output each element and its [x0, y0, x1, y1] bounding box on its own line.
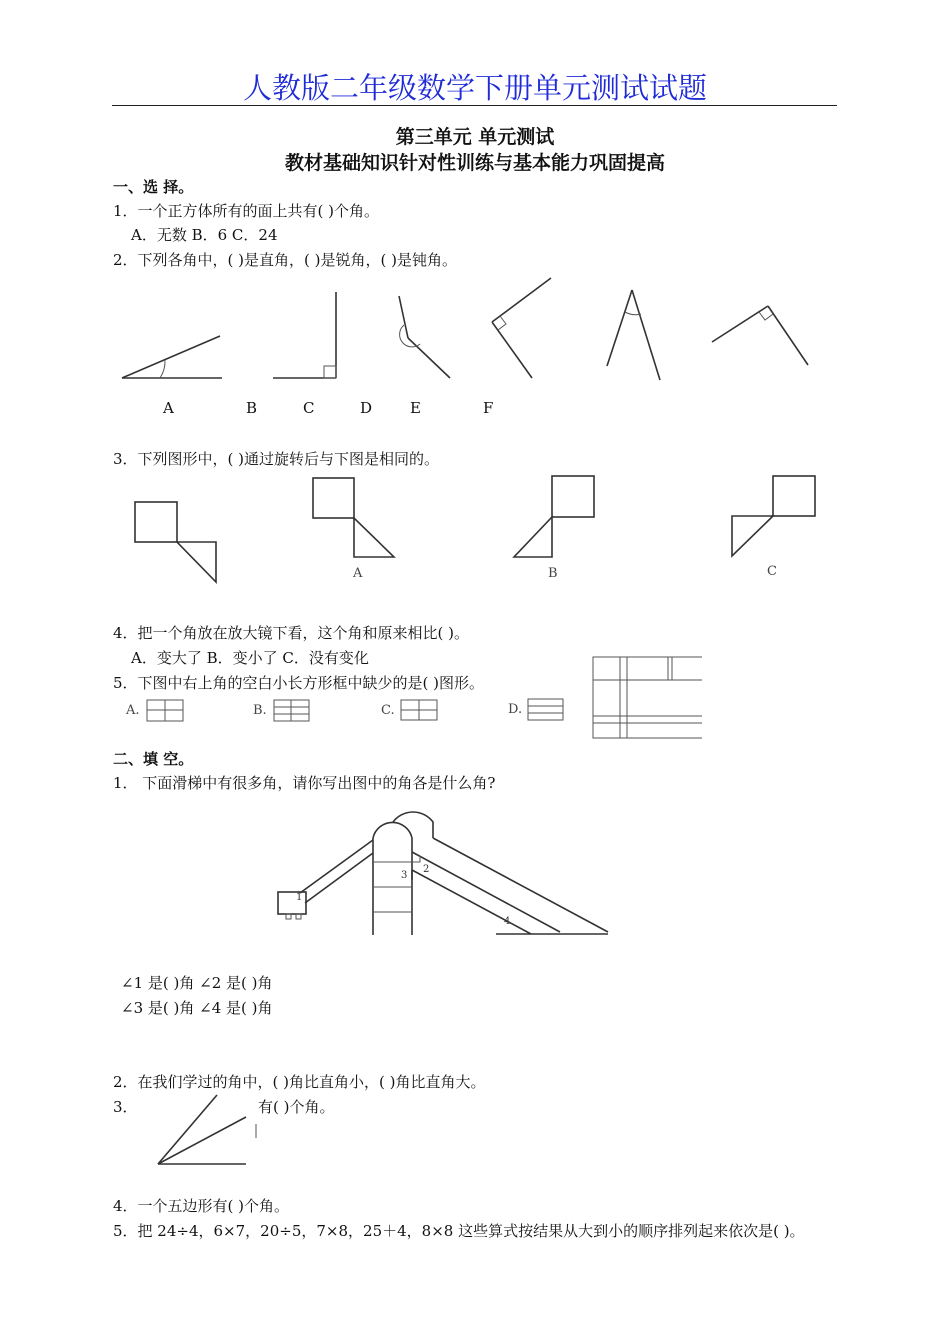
s2-q4-text: 4．一个五边形有( )个角。: [113, 1197, 290, 1215]
q5-option-label-a: A.: [126, 703, 140, 718]
document-title: 人教版二年级数学下册单元测试试题: [242, 71, 707, 105]
s1-q1-text: 1．一个正方体所有的面上共有( )个角。: [113, 202, 380, 220]
angle-number-2: 2: [423, 864, 430, 875]
q5-option-label-c: C.: [381, 703, 395, 718]
subtitle: 教材基础知识针对性训练与基本能力巩固提高: [284, 152, 665, 174]
s1-q3-text: 3．下列图形中，( )通过旋转后与下图是相同的。: [113, 450, 440, 468]
angle-number-1: 1: [296, 892, 303, 903]
q5-option-label-b: B.: [253, 703, 267, 718]
angle-label-a: A: [163, 399, 174, 417]
s2-q5-text: 5．把 24÷4，6×7，20÷5，7×8，25＋4，8×8 这些算式按结果从大到小的顺序排列起来依次是( )。: [113, 1222, 805, 1240]
s1-q5-text: 5．下图中右上角的空白小长方形框中缺少的是( )图形。: [113, 674, 485, 692]
rotation-label-c: C: [767, 564, 777, 579]
angle-number-3: 3: [401, 870, 408, 881]
s2-q3-number: 3．: [113, 1098, 138, 1116]
angle-label-f: F: [483, 399, 494, 417]
angle-label-b: B: [246, 399, 258, 417]
s1-q4-options: A．变大了 B．变小了 C．没有变化: [131, 649, 369, 667]
s2-q1-answer-row2: ∠3 是( )角 ∠4 是( )角: [121, 999, 273, 1017]
rotation-label-a: A: [353, 566, 363, 581]
s1-q1-options: A．无数 B．6 C．24: [131, 226, 278, 244]
angle-label-e: E: [410, 399, 421, 417]
angle-number-4: 4: [504, 916, 511, 927]
q5-option-label-d: D.: [508, 702, 523, 717]
section1-heading: 一、选 择。: [113, 178, 194, 196]
s2-q3-text: 有( )个角。: [258, 1098, 335, 1116]
section2-heading: 二、填 空。: [113, 750, 194, 768]
unit-title: 第三单元 单元测试: [395, 126, 555, 148]
s1-q2-text: 2．下列各角中，( )是直角，( )是锐角，( )是钝角。: [113, 251, 457, 269]
rotation-label-b: B: [548, 566, 558, 581]
s1-q4-text: 4．把一个角放在放大镜下看，这个角和原来相比( )。: [113, 624, 470, 642]
angle-label-c: C: [303, 399, 315, 417]
s2-q1-answer-row1: ∠1 是( )角 ∠2 是( )角: [121, 974, 273, 992]
angle-label-d: D: [360, 399, 373, 417]
s2-q2-text: 2．在我们学过的角中，( )角比直角小，( )角比直角大。: [113, 1073, 486, 1091]
s2-q1-text: 1． 下面滑梯中有很多角，请你写出图中的角各是什么角?: [113, 774, 496, 792]
